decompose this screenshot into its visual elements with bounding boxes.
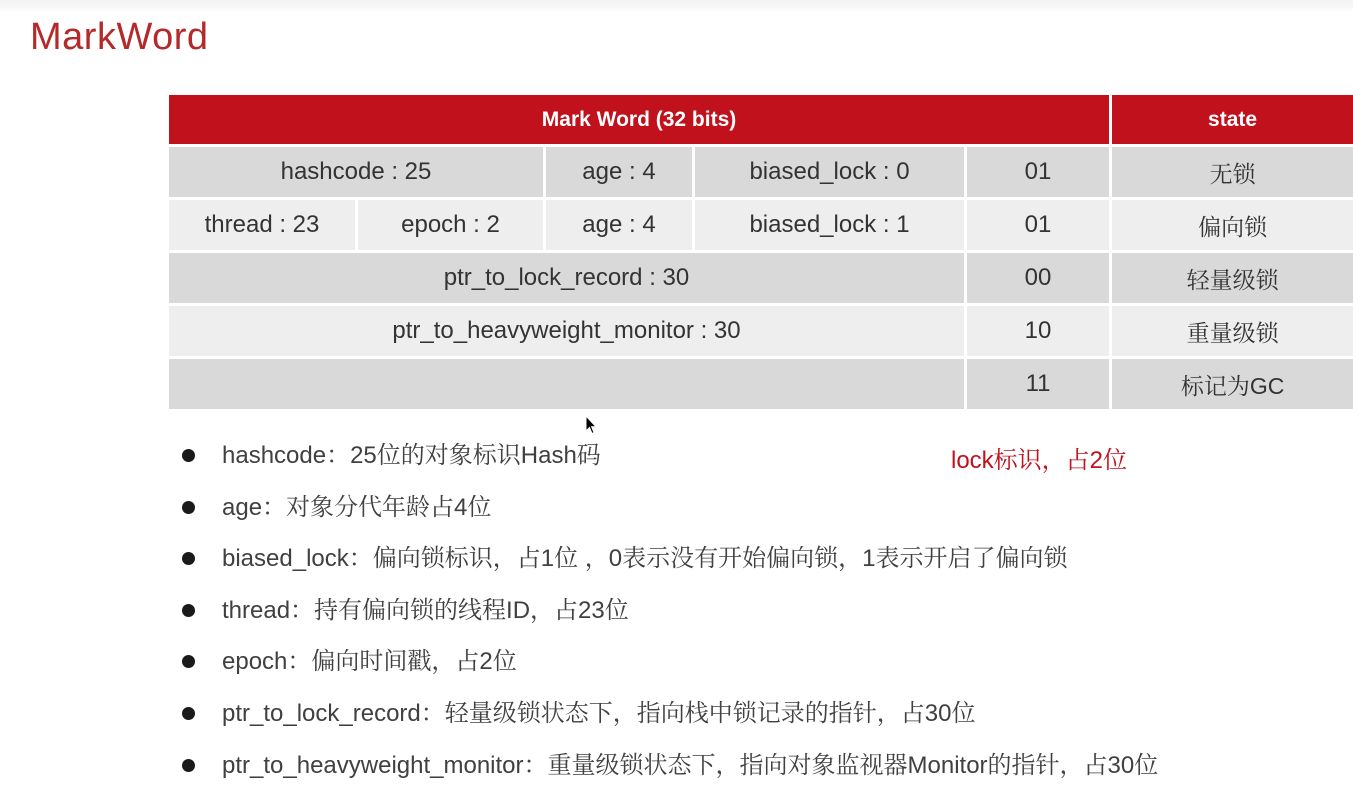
state-cell: 重量级锁 <box>1111 305 1353 358</box>
slide-title: MarkWord <box>30 16 209 58</box>
bullet-text: epoch：偏向时间戳，占2位 <box>222 648 517 676</box>
biased-lock-cell: biased_lock : 0 <box>694 146 966 199</box>
list-item <box>181 585 1158 637</box>
bullet-text: age：对象分代年龄占4位 <box>222 493 492 521</box>
bullet-text: ptr_to_lock_record：轻量级锁状态下，指向栈中锁记录的指针，占30位 <box>222 699 976 727</box>
age-cell: age : 4 <box>545 146 694 199</box>
ptr-to-lock-record-cell: ptr_to_lock_record : 30 <box>168 252 966 305</box>
lock-bits-cell: 10 <box>966 305 1111 358</box>
lock-bits-cell: 11 <box>966 358 1111 411</box>
bullet-dot-icon <box>182 501 195 514</box>
age-cell: age : 4 <box>545 199 694 252</box>
list-item <box>181 533 1158 585</box>
bullet-dot-icon <box>182 707 195 720</box>
table-header-row <box>168 94 1353 146</box>
empty-gc-cell <box>168 358 966 411</box>
ptr-to-heavyweight-monitor-cell: ptr_to_heavyweight_monitor : 30 <box>168 305 966 358</box>
bullet-dot-icon <box>182 759 195 772</box>
list-item <box>181 482 1158 534</box>
biased-lock-cell: biased_lock : 1 <box>694 199 966 252</box>
bullet-dot-icon <box>182 604 195 617</box>
markword-header: Mark Word (32 bits) <box>168 94 1111 146</box>
table-row <box>168 199 1353 252</box>
lock-bits-cell: 00 <box>966 252 1111 305</box>
state-cell: 无锁 <box>1111 146 1353 199</box>
table-row <box>168 146 1353 199</box>
table-row <box>168 358 1353 411</box>
table-row <box>168 305 1353 358</box>
bullet-text: ptr_to_heavyweight_monitor：重量级锁状态下，指向对象监视器Monitor的指针，占30位 <box>222 751 1159 779</box>
state-cell: 轻量级锁 <box>1111 252 1353 305</box>
list-item <box>181 740 1158 792</box>
lock-bits-note: lock标识，占2位 <box>951 447 1128 474</box>
markword-table <box>166 92 1353 412</box>
table-row <box>168 252 1353 305</box>
state-cell: 标记为GC <box>1111 358 1353 411</box>
bullet-text: hashcode：25位的对象标识Hash码 <box>222 442 601 469</box>
bullet-text: biased_lock：偏向锁标识，占1位 ，0表示没有开始偏向锁，1表示开启了偏向锁 <box>222 545 1068 573</box>
epoch-cell: epoch : 2 <box>357 199 545 252</box>
lock-bits-cell: 01 <box>966 199 1111 252</box>
state-cell: 偏向锁 <box>1111 199 1353 252</box>
list-item <box>181 688 1158 740</box>
bullet-dot-icon <box>182 449 195 462</box>
thread-cell: thread : 23 <box>168 199 357 252</box>
hashcode-cell: hashcode : 25 <box>168 146 545 199</box>
list-item <box>181 636 1158 688</box>
state-header: state <box>1111 94 1353 146</box>
bullet-text: thread：持有偏向锁的线程ID，占23位 <box>222 596 629 624</box>
top-strip <box>0 0 1353 14</box>
bullet-dot-icon <box>182 552 195 565</box>
bullet-dot-icon <box>182 655 195 668</box>
lock-bits-cell: 01 <box>966 146 1111 199</box>
field-description-list <box>181 430 1158 791</box>
